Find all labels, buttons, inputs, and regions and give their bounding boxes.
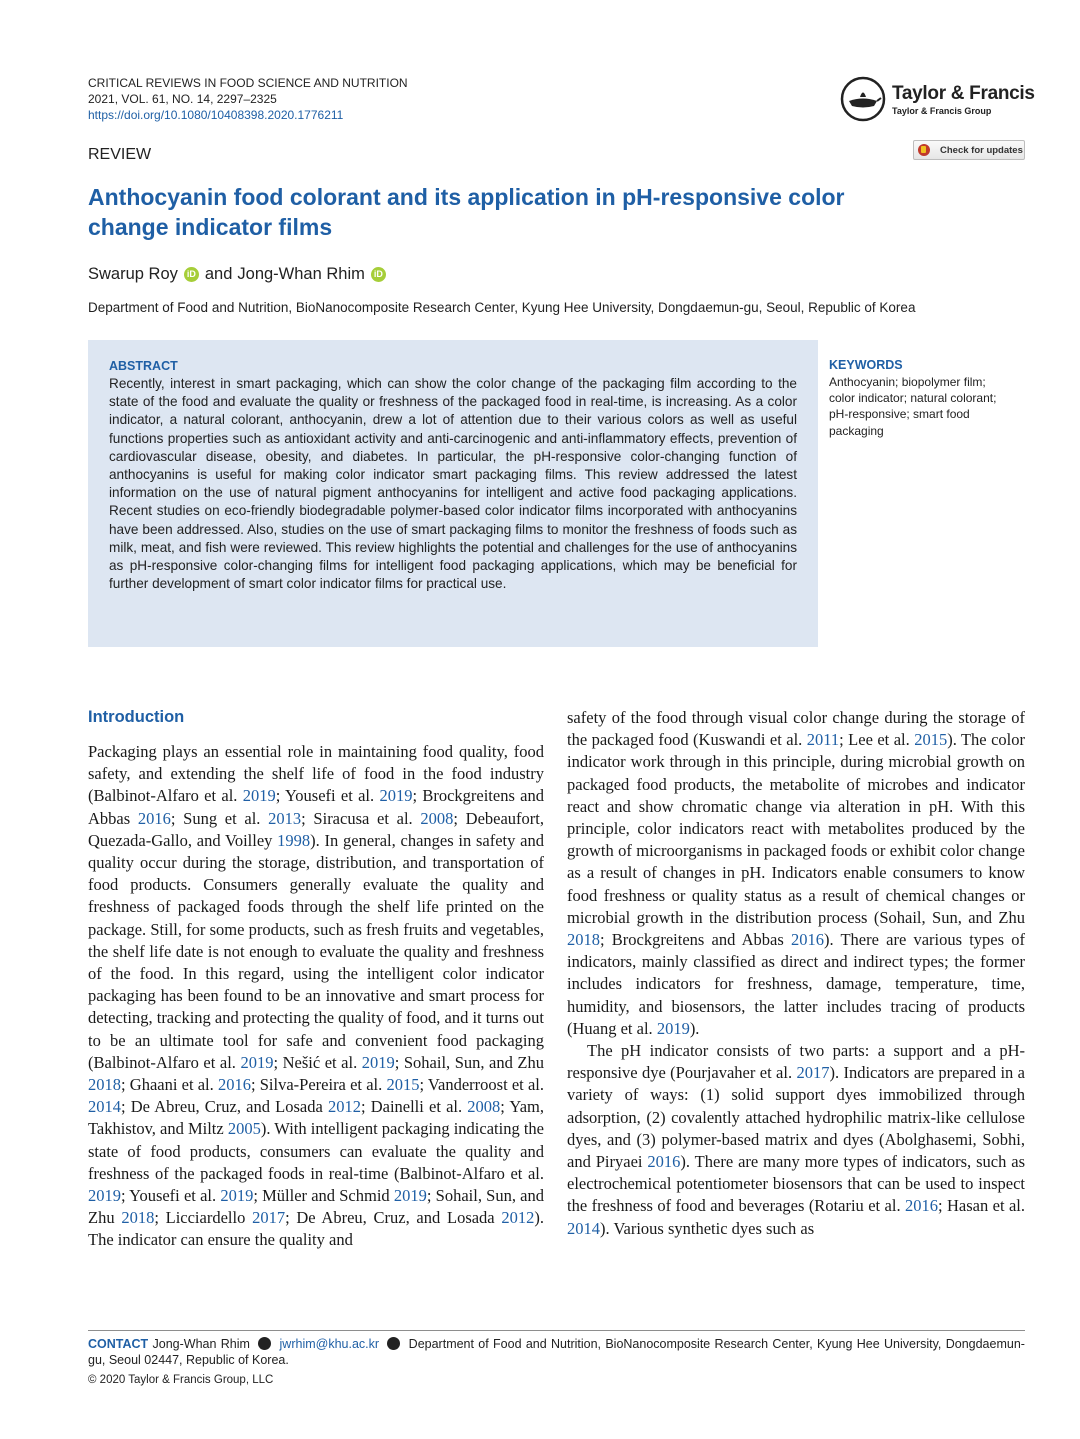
- citation-link[interactable]: 2018: [88, 1075, 121, 1095]
- paragraph: safety of the food through visual color change during the storage of the packaged food (Kuswandi et al. 2011; Lee et al. 2015). The color indicator work through in this principle, during microbial growth on packaged food products, the metabolite of microbes and indicator react and show chromatic change via alteration in pH. With this principle, color indicators react with metabolites produced by the growth of microorganisms in packaged foods or exhibit color change as a result of changes in pH. Indicators enable consumers to know food freshness or quality status as a result of chemical changes or microbial growth in the distribution process (Sohail, Sun, and Zhu 2018; Brockgreitens and Abbas 2016). There are various types of indicators, mainly classified as direct and indirect types; the former includes indicators for freshness, damage, temperature, time, humidity, and biosensors, the latter includes tracing of products (Huang et al. 2019).: [567, 708, 1025, 1038]
- citation-link[interactable]: 2016: [647, 1152, 681, 1172]
- author-name[interactable]: Jong-Whan Rhim: [237, 265, 365, 283]
- publisher-logo[interactable]: [840, 76, 1035, 122]
- citation-link[interactable]: 2014: [567, 1218, 600, 1238]
- lamp-logo-icon: [840, 76, 886, 122]
- citation-link[interactable]: 2015: [386, 1075, 420, 1095]
- citation-link[interactable]: 2016: [217, 1075, 251, 1095]
- publisher-name: Taylor & Francis: [892, 82, 1035, 104]
- citation-link[interactable]: 2017: [796, 1063, 830, 1083]
- email-link[interactable]: jwrhim@khu.ac.kr: [279, 1337, 380, 1351]
- citation-link[interactable]: 2017: [252, 1208, 286, 1228]
- citation-link[interactable]: 2019: [88, 1186, 121, 1206]
- citation-link[interactable]: 2011: [806, 730, 840, 750]
- citation-link[interactable]: 2019: [240, 1052, 274, 1072]
- check-updates-button[interactable]: [913, 140, 1025, 160]
- contact-label: CONTACT: [88, 1337, 149, 1351]
- citation-link[interactable]: 2013: [268, 808, 302, 828]
- journal-info: [88, 75, 408, 123]
- paragraph: Packaging plays an essential role in maintaining food quality, food safety, and extending the shelf life of food in the food industry (Balbinot-Alfaro et al. 2019; Yousefi et al. 2019; Brockgreitens and Abbas 2016; Sung et al. 2013; Siracusa et al. 2008; Debeaufort, Quezada-Gallo, and Voilley 1998). In general, changes in safety and quality occur during the storage, distribution, and transportation of food products. Consumers generally evaluate the quality and freshness of packaged foods through the shelf life printed on the package. Still, for some products, such as fresh fruits and vegetables, the shelf life date is not enough to evaluate the quality and freshness of the food. In this regard, using the intelligent color indicator packaging has been found to be an innovative and smart process for detecting, tracking and protecting the quality of food, and it turns out to be an ultimate tool for safe and convenient food packaging (Balbinot-Alfaro et al. 2019; Nešić et al. 2019; Sohail, Sun, and Zhu 2018; Ghaani et al. 2016; Silva-Pereira et al. 2015; Vanderroost et al. 2014; De Abreu, Cruz, and Losada 2012; Dainelli et al. 2008; Yam, Takhistov, and Miltz 2005). With intelligent packaging indicating the state of food products, consumers can evaluate the quality and freshness of the packaged foods in real-time (Balbinot-Alfaro et al. 2019; Yousefi et al. 2019; Müller and Schmid 2019; Sohail, Sun, and Zhu 2018; Licciardello 2017; De Abreu, Cruz, and Losada 2012). The indicator can ensure the quality and: [88, 742, 545, 1250]
- citation-link[interactable]: 2019: [242, 786, 276, 806]
- orcid-icon[interactable]: iD: [371, 267, 386, 282]
- citation-link[interactable]: 2005: [227, 1119, 261, 1139]
- keywords-heading: KEYWORDS: [829, 358, 903, 372]
- abstract-heading: ABSTRACT: [109, 359, 178, 373]
- email-icon: [258, 1337, 271, 1350]
- abstract-text: Recently, interest in smart packaging, which can show the color change of the packaging film according to the state of the food and evaluate the quality or freshness of the packaged food in real-time, is increasing. As a color indicator, a natural colorant, anthocyanin, drew a lot of attention due to their various colors as well as useful functions properties such as antioxidant activity and anti-carcinogenic and anti-inflammatory effects, prevention of cardiovascular disease, obesity, and diabetes. In particular, the pH-responsive color-changing function of anthocyanins is useful for making color indicator smart packaging films. This review addressed the latest information on the use of natural pigment anthocyanins for intelligent and active food packaging applications. Recent studies on eco-friendly biodegradable polymer-based color indicator films incorporated with anthocyanins have been addressed. Also, studies on the use of smart packaging films to monitor the freshness of foods such as milk, meat, and fish were reviewed. This review highlights the potential and challenges for the use of anthocyanins as pH-responsive color-changing films for intelligent food packaging applications, which may be beneficial for further development of smart color indicator films for practical use.: [109, 376, 797, 592]
- citation-link[interactable]: 2012: [501, 1208, 535, 1228]
- citation-link[interactable]: 2016: [904, 1196, 938, 1216]
- keywords-text: Anthocyanin; biopolymer film; color indicator; natural colorant; pH-responsive; smart food packaging: [829, 375, 997, 438]
- check-updates-label: Check for updates: [940, 144, 1023, 156]
- body-column-right: [567, 707, 1025, 1240]
- citation-link[interactable]: 2019: [393, 1186, 427, 1206]
- paragraph: The pH indicator consists of two parts: a support and a pH-responsive dye (Pourjavaher et al. 2017). Indicators are prepared in a variety of ways: (1) solid support dyes immobilized through adsorption, (2) covalently attached hydrophilic matrix-like cellulose dyes, and (3) polymer-based matrix and dyes (Abolghasemi, Sobhi, and Piryaei 2016). There are many more types of indicators, such as electrochemical potentiometer biosensors that can be used to inspect the freshness of food and beverages (Rotariu et al. 2016; Hasan et al. 2014). Various synthetic dyes such as: [567, 1041, 1026, 1238]
- body-column-left: [88, 741, 544, 1252]
- citation-link[interactable]: 2016: [790, 930, 824, 950]
- contact-info: [88, 1336, 1025, 1368]
- citation-link[interactable]: 2008: [467, 1097, 501, 1117]
- address-icon: [387, 1337, 400, 1350]
- journal-name: CRITICAL REVIEWS IN FOOD SCIENCE AND NUTRITION: [88, 76, 408, 90]
- publisher-group: Taylor & Francis Group: [892, 105, 992, 116]
- citation-link[interactable]: 1998: [277, 830, 311, 850]
- citation-link[interactable]: 2018: [121, 1208, 155, 1228]
- author-connector: and: [204, 265, 233, 283]
- contact-name: Jong-Whan Rhim: [152, 1337, 250, 1351]
- orcid-icon[interactable]: iD: [184, 267, 199, 282]
- citation-link[interactable]: 2019: [379, 786, 413, 806]
- article-type: REVIEW: [88, 146, 152, 163]
- article-title: Anthocyanin food colorant and its application in pH-responsive color change indicator films: [88, 184, 845, 240]
- contact-address: Department of Food and Nutrition, BioNanocomposite Research Center, Kyung Hee University, Dongdaemun-gu, Seoul 02447, Republic of Korea.: [88, 1337, 1025, 1367]
- citation-link[interactable]: 2015: [914, 730, 948, 750]
- author-list: [88, 265, 392, 284]
- citation-link[interactable]: 2012: [327, 1097, 361, 1117]
- section-heading-introduction: Introduction: [88, 708, 185, 726]
- citation-link[interactable]: 2019: [656, 1018, 690, 1038]
- crossmark-icon: [918, 144, 930, 156]
- author-name[interactable]: Swarup Roy: [88, 265, 178, 283]
- citation-link[interactable]: 2016: [137, 808, 171, 828]
- copyright: © 2020 Taylor & Francis Group, LLC: [88, 1374, 274, 1386]
- footer-divider: [88, 1330, 1025, 1331]
- citation-link[interactable]: 2008: [420, 808, 454, 828]
- citation-link[interactable]: 2019: [361, 1052, 395, 1072]
- affiliation: Department of Food and Nutrition, BioNanocomposite Research Center, Kyung Hee University, Dongdaemun-gu, Seoul, Republic of Korea: [88, 300, 916, 315]
- citation-link[interactable]: 2019: [220, 1186, 254, 1206]
- doi-link[interactable]: https://doi.org/10.1080/10408398.2020.1776211: [88, 108, 344, 122]
- citation-link[interactable]: 2014: [88, 1097, 121, 1117]
- volume-info: 2021, VOL. 61, NO. 14, 2297–2325: [88, 92, 277, 106]
- citation-link[interactable]: 2018: [567, 930, 600, 950]
